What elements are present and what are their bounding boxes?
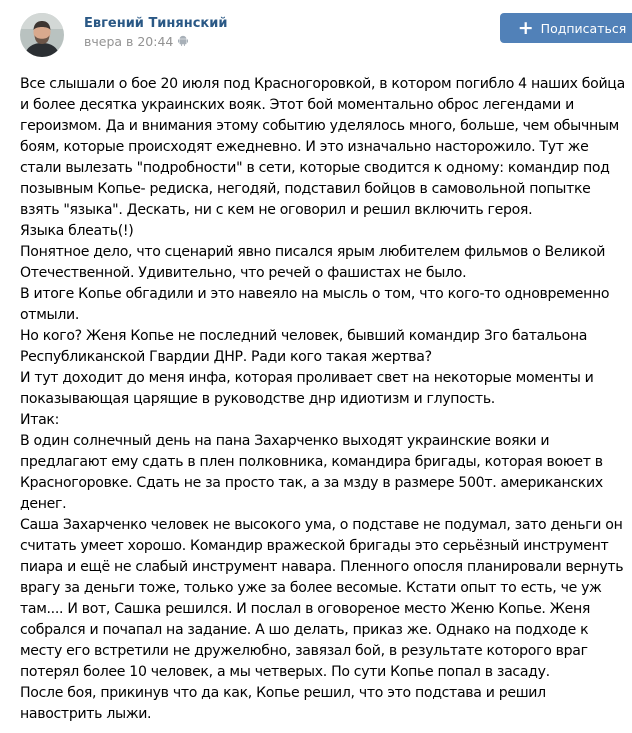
post-paragraph: Итак: bbox=[20, 412, 60, 428]
post-paragraph: Но кого? Женя Копье не последний человек, бывший командир 3го батальона Республиканской Гвардии ДНР. Ради кого такая жертва? bbox=[20, 328, 588, 365]
post-paragraph: В итоге Копье обгадили и это навеяло на мысль о том, что кого-то одновременно отмыли. bbox=[20, 286, 610, 323]
post-text bbox=[20, 74, 626, 725]
post-paragraph: Языка блеать(!) bbox=[20, 223, 134, 239]
post-paragraph: Саша Захарченко человек не высокого ума, о подставе не подумал, зато деньги он считать умеет хорошо. Командир вражеской бригады это серьёзный инструмент пиара и ещё не слабый инструмент навара. Пленного опосля планировали вернуть врагу за деньги тоже, только уже за более весомые. Кстати опыт то есть, че уж там.... И вот, Сашка решился. И послал в оговореное место Женю Копье. Женя собрался и почапал на задание. А шо делать, приказ же. Однако на подходе к месту его встретили не дружелюбно, завязал бой, в результате которого враг потерял более 10 человек, а мы четверых. По сути Копье попал в засаду. bbox=[20, 517, 624, 680]
post-paragraph: Понятное дело, что сценарий явно писался ярым любителем фильмов о Великой Отечественной. Удивительно, что речей о фашистах не было. bbox=[20, 244, 606, 281]
subscribe-label: Подписаться bbox=[540, 20, 627, 36]
post-paragraph: После боя, прикинув что да как, Копье решил, что это подстава и решил навострить лыжи. bbox=[20, 685, 546, 722]
author-avatar[interactable] bbox=[20, 13, 64, 57]
subscribe-button[interactable] bbox=[500, 13, 632, 43]
author-name[interactable]: Евгений Тинянский bbox=[84, 16, 228, 31]
post-paragraph: Все слышали о бое 20 июля под Красногоровкой, в котором погибло 4 наших бойца и более десятка украинских вояк. Этот бой моментально оброс легендами и героизмом. Да и внимания этому событию уделялось много, больше, чем обычным боям, которые происходят ежедневно. И это изначально насторожило. Тут же стали вылезать "подробности" в сети, которые сводится к одному: командир под позывным Копье- редиска, негодяй, подставил бойцов в самовольной попытке взять "языка". Дескать, ни с кем не оговорил и решил включить героя. bbox=[20, 76, 625, 218]
post-time[interactable]: вчера в 20:44 bbox=[84, 34, 174, 49]
post-meta bbox=[84, 34, 188, 49]
android-icon bbox=[178, 34, 188, 49]
plus-icon: + bbox=[517, 16, 534, 39]
post-paragraph: И тут доходит до меня инфа, которая проливает свет на некоторые моменты и показывающая царящие в руководстве днр идиотизм и глупость. bbox=[20, 370, 594, 407]
post-header bbox=[20, 13, 632, 57]
avatar-photo bbox=[20, 13, 64, 57]
post-paragraph: В один солнечный день на пана Захарченко выходят украинские вояки и предлагают ему сдать в плен полковника, командира бригады, которая воюет в Красногоровке. Сдать не за просто так, а за мзду в размере 500т. американских денег. bbox=[20, 433, 603, 512]
